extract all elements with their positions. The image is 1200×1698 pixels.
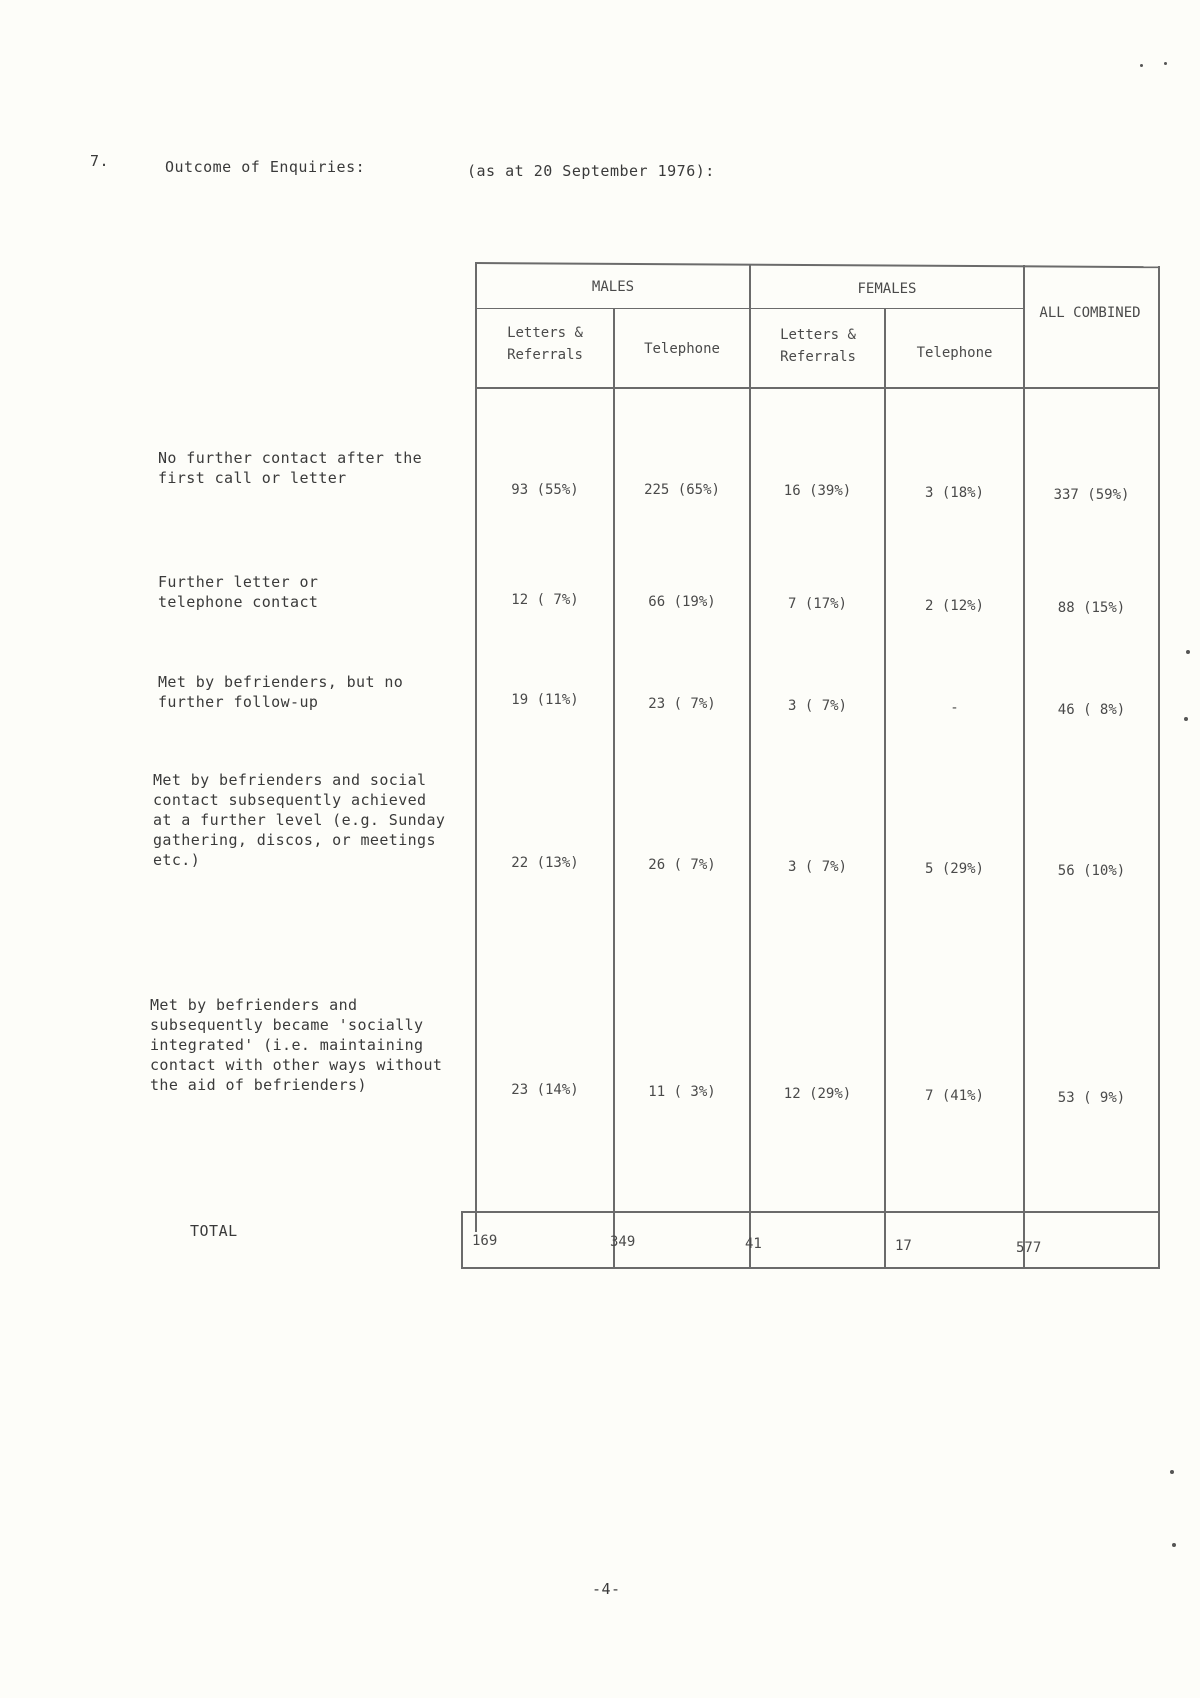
- cell-r5-males-letters: 23 (14%): [511, 1082, 579, 1098]
- cell-r1-females-letters: 16 (39%): [783, 483, 852, 499]
- cell-r1-females-telephone: 3 (18%): [924, 485, 984, 501]
- section-number: 7.: [90, 152, 110, 170]
- cell-r5-females-telephone: 7 (41%): [924, 1088, 984, 1104]
- cell-r3-females-letters: 3 ( 7%): [787, 698, 847, 714]
- page-number: -4-: [592, 1580, 621, 1598]
- scan-speck: [1186, 650, 1190, 654]
- scan-speck: [1184, 717, 1188, 721]
- header-females: FEMALES: [857, 281, 917, 297]
- scan-speck: [1172, 1543, 1176, 1547]
- cell-r4-all-combined: 56 (10%): [1057, 863, 1126, 879]
- total-males-telephone: 349: [610, 1234, 636, 1250]
- cell-r3-all-combined: 46 ( 8%): [1057, 702, 1126, 718]
- cell-r1-males-letters: 93 (55%): [511, 482, 579, 498]
- header-females-letters-referrals: Letters & Referrals: [780, 327, 856, 365]
- cell-r5-females-letters: 12 (29%): [783, 1086, 852, 1102]
- header-males-letters-referrals: Letters & Referrals: [507, 325, 583, 363]
- cell-r5-males-telephone: 11 ( 3%): [648, 1084, 716, 1100]
- cell-r4-males-letters: 22 (13%): [511, 855, 579, 871]
- cell-r3-males-telephone: 23 ( 7%): [648, 696, 716, 712]
- cell-r1-all-combined: 337 (59%): [1053, 487, 1130, 503]
- row-label-social-contact-achieved: Met by befrienders and social contact subsequently achieved at a further level (e.g. Sunday gathering, discos, or meetings etc.): [153, 771, 446, 869]
- header-males-telephone: Telephone: [644, 341, 720, 357]
- cell-r2-all-combined: 88 (15%): [1057, 600, 1126, 616]
- cell-r3-females-telephone: -: [950, 700, 959, 716]
- scan-speck: [1140, 64, 1143, 67]
- row-label-further-letter-telephone: Further letter or telephone contact: [158, 573, 319, 611]
- header-females-telephone: Telephone: [916, 345, 993, 361]
- cell-r5-all-combined: 53 ( 9%): [1057, 1090, 1126, 1106]
- total-females-telephone: 17: [895, 1238, 912, 1254]
- cell-r2-females-letters: 7 (17%): [787, 596, 847, 612]
- cell-r1-males-telephone: 225 (65%): [644, 482, 720, 498]
- section-date-note: (as at 20 September 1976):: [467, 162, 715, 180]
- cell-r3-males-letters: 19 (11%): [511, 692, 579, 708]
- cell-r4-females-telephone: 5 (29%): [924, 861, 984, 877]
- total-all-combined: 577: [1016, 1240, 1042, 1256]
- row-label-socially-integrated: Met by befrienders and subsequently became 'socially integrated' (i.e. maintaining contact with other ways without the aid of befrienders): [150, 996, 443, 1094]
- total-label: TOTAL: [190, 1222, 238, 1240]
- cell-r2-males-letters: 12 ( 7%): [511, 592, 579, 608]
- row-label-no-further-contact: No further contact after the first call or letter: [158, 449, 423, 487]
- scan-speck: [1170, 1470, 1174, 1474]
- total-males-letters: 169: [472, 1233, 498, 1249]
- total-females-letters: 41: [745, 1236, 762, 1252]
- header-all-combined: ALL COMBINED: [1039, 305, 1141, 321]
- cell-r2-females-telephone: 2 (12%): [924, 598, 984, 614]
- section-title: Outcome of Enquiries:: [165, 158, 366, 176]
- row-label-met-no-follow-up: Met by befrienders, but no further follow-up: [158, 673, 404, 711]
- cell-r4-females-letters: 3 ( 7%): [787, 859, 847, 875]
- cell-r4-males-telephone: 26 ( 7%): [648, 857, 716, 873]
- header-males: MALES: [591, 279, 635, 295]
- cell-r2-males-telephone: 66 (19%): [648, 594, 716, 610]
- scan-speck: [1164, 62, 1167, 65]
